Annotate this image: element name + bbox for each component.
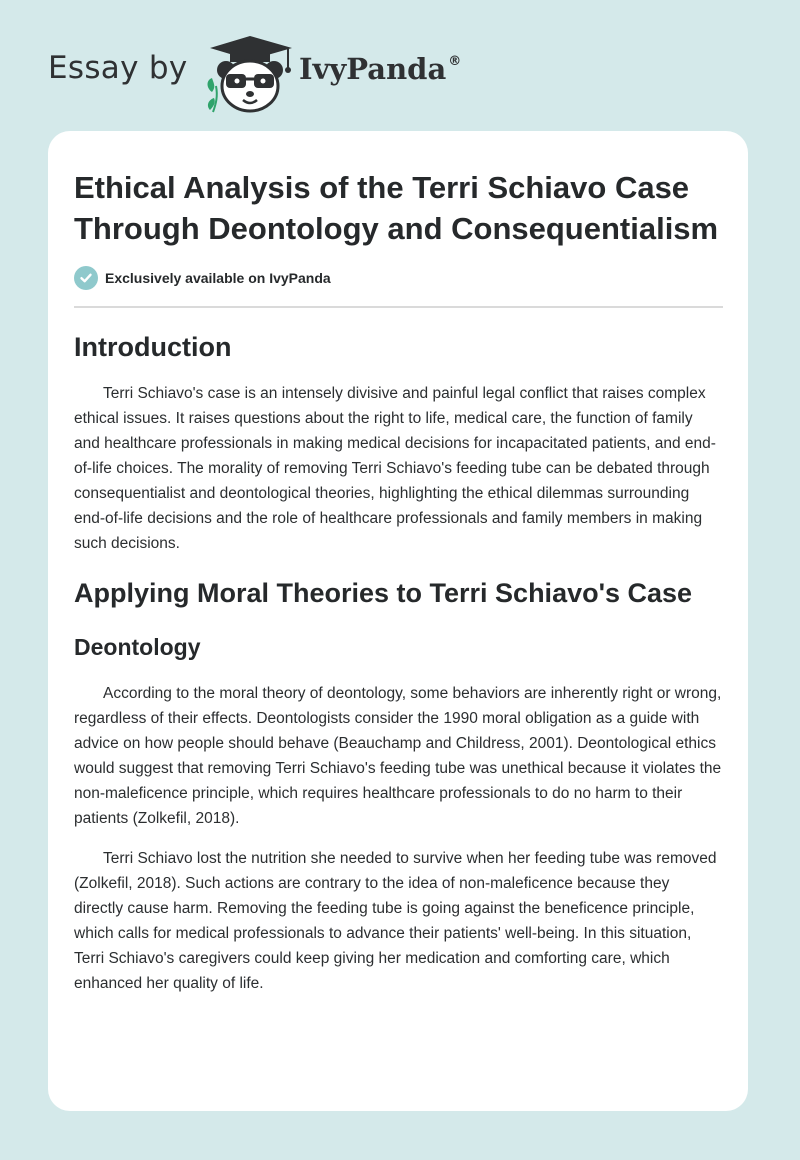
paragraph-deontology-1: According to the moral theory of deontology, some behaviors are inherently right or wrong, regardless of their effects. Deontologists consider the 1990 moral obligation as a guide with advice on how people should behave (Beauchamp and Childress, 2001). Deontological ethics would suggest that removing Terri Schiavo's feeding tube was unethical because it violates the non-maleficence principle, which requires healthcare professionals to do no harm to their patients (Zolkefil, 2018). [74,685,722,827]
paragraph-deontology-2: Terri Schiavo lost the nutrition she needed to survive when her feeding tube was removed (Zolkefil, 2018). Such actions are contrary to the idea of non-maleficence because they directly cause harm. Removing the feeding tube is going against the beneficence principle, which calls for medical professionals to advance their patients' well-being. In this situation, Terri Schiavo's caregivers could keep giving her medication and comforting care, which enhanced her quality of life. [74,850,717,992]
exclusive-label: Exclusively available on IvyPanda [105,270,331,286]
divider [74,306,723,308]
essay-card [48,131,748,1111]
brand-label: IvyPanda [299,52,447,86]
registered-mark: ® [448,54,462,69]
page-title: Ethical Analysis of the Terri Schiavo Case Through Deontology and Consequentialism [74,170,719,246]
section-heading-introduction: Introduction [74,332,232,362]
check-circle-icon [74,266,98,290]
brand-name[interactable] [299,52,461,86]
paragraph-introduction: Terri Schiavo's case is an intensely divisive and painful legal conflict that raises complex ethical issues. It raises questions about the right to life, medical care, the function of family and healthcare professionals in making medical decisions for incapacitated patients, and end-of-life choices. The morality of removing Terri Schiavo's feeding tube can be debated through consequentialist and deontological theories, highlighting the ethical dilemmas surrounding end-of-life decisions and the role of healthcare professionals and family members in making such decisions. [74,385,716,552]
essay-by-label: Essay by [48,50,188,86]
section-heading-moral-theories: Applying Moral Theories to Terri Schiavo's Case [74,578,693,608]
subheading-deontology: Deontology [74,634,201,660]
exclusive-badge [74,265,722,291]
ivypanda-logo-icon[interactable] [204,34,296,114]
